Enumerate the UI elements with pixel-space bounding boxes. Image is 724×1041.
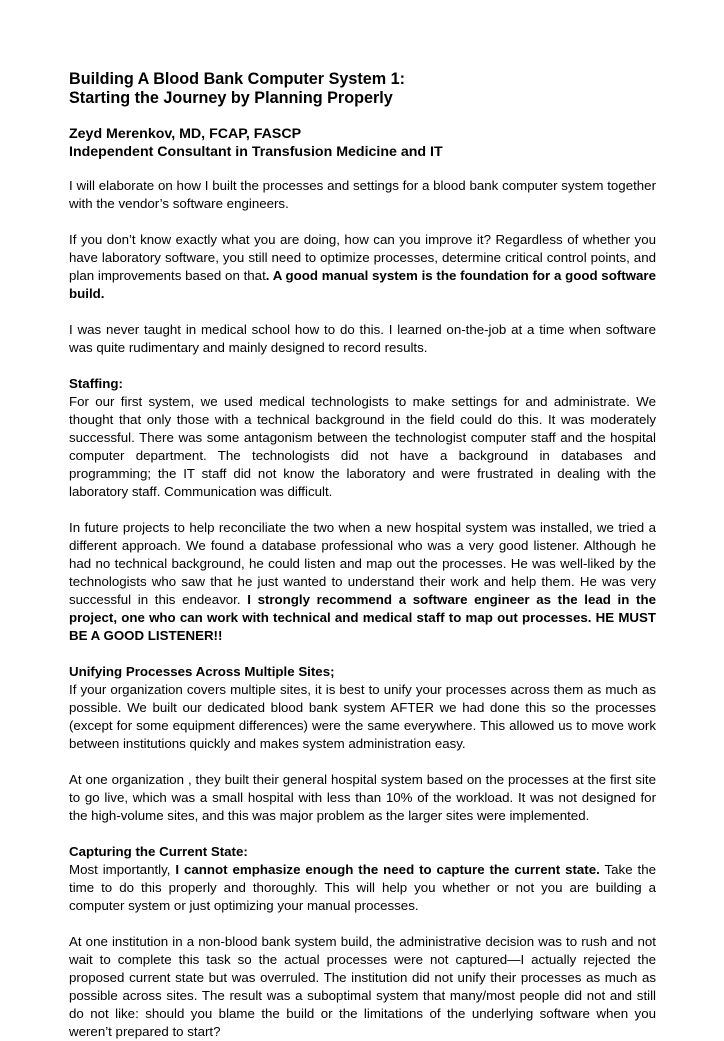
title-line-2: Starting the Journey by Planning Properly: [69, 89, 393, 107]
paragraph-improvement-emphasis: . A good manual system is the foundation for a good software build.: [69, 268, 656, 301]
author-name: Zeyd Merenkov, MD, FCAP, FASCP: [69, 126, 302, 142]
section-heading-unifying: Unifying Processes Across Multiple Sites;: [69, 664, 335, 679]
paragraph-improvement: [69, 231, 656, 303]
author-role: Independent Consultant in Transfusion Medicine and IT: [69, 144, 443, 160]
capturing-paragraph-2: At one institution in a non-blood bank system build, the administrative decision was to rush and not wait to complete this task so the actual processes were not captured—I actually rejected the proposed current state but was overruled. The institution did not unify their processes as much as possible across sites. The result was a suboptimal system that many/most people did not and still do not like: should you blame the build or the limitations of the underlying software when you weren’t prepared to start?: [69, 934, 656, 1039]
unifying-paragraph-2: At one organization , they built their general hospital system based on the processes at the first site to go live, which was a small hospital with less than 10% of the workload. It was not designed for the high-volume sites, and this was major problem as the larger sites were implemented.: [69, 772, 656, 823]
document-title: [69, 70, 656, 108]
staffing-paragraph-2-emphasis: I strongly recommend a software engineer as the lead in the project, one who can work with technical and medical staff to map out processes. HE MUST BE A GOOD LISTENER!!: [69, 592, 656, 643]
capturing-paragraph-1: [69, 861, 656, 915]
staffing-paragraph-2: [69, 519, 656, 645]
staffing-paragraph-2-text: In future projects to help reconciliate the two when a new hospital system was installed, we tried a different approach. We found a database professional who was a very good listener. Although he had no technical background, he could listen and map out the processes. He was well-liked by the technologists who saw that he just wanted to understand their work and help them. He was very successful in this endeavor.: [69, 520, 656, 607]
capturing-paragraph-1-post: Take the time to do this properly and thoroughly. This will help you whether or not you are building a computer system or just optimizing your manual processes.: [69, 862, 656, 913]
paragraph-improvement-text: If you don’t know exactly what you are doing, how can you improve it? Regardless of whether you have laboratory software, you still need to optimize processes, determine critical control points, and plan improvements based on that: [69, 232, 656, 283]
intro-paragraph: I will elaborate on how I built the processes and settings for a blood bank computer system together with the vendor’s software engineers.: [69, 178, 656, 211]
section-heading-capturing: Capturing the Current State:: [69, 844, 248, 859]
author-block: [69, 125, 656, 161]
title-line-1: Building A Blood Bank Computer System 1:: [69, 70, 406, 88]
paragraph-learning: I was never taught in medical school how to do this. I learned on-the-job at a time when software was quite rudimentary and mainly designed to record results.: [69, 322, 656, 355]
document-page: [69, 70, 656, 1041]
staffing-paragraph-1: For our first system, we used medical technologists to make settings for and administrate. We thought that only those with a technical background in the field could do this. It was moderately successful. There was some antagonism between the technologist computer staff and the hospital computer department. The technologists did not have a background in databases and programming; the IT staff did not know the laboratory and were frustrated in dealing with the laboratory staff. Communication was difficult.: [69, 394, 656, 499]
section-heading-staffing: Staffing:: [69, 376, 123, 391]
unifying-paragraph-1: If your organization covers multiple sites, it is best to unify your processes across them as much as possible. We built our dedicated blood bank system AFTER we had done this so the processes (except for some equipment differences) were the same everywhere. This allowed us to move work between institutions quickly and makes system administration easy.: [69, 682, 656, 751]
capturing-paragraph-1-emphasis: I cannot emphasize enough the need to capture the current state.: [175, 862, 600, 877]
capturing-paragraph-1-pre: Most importantly,: [69, 862, 176, 877]
